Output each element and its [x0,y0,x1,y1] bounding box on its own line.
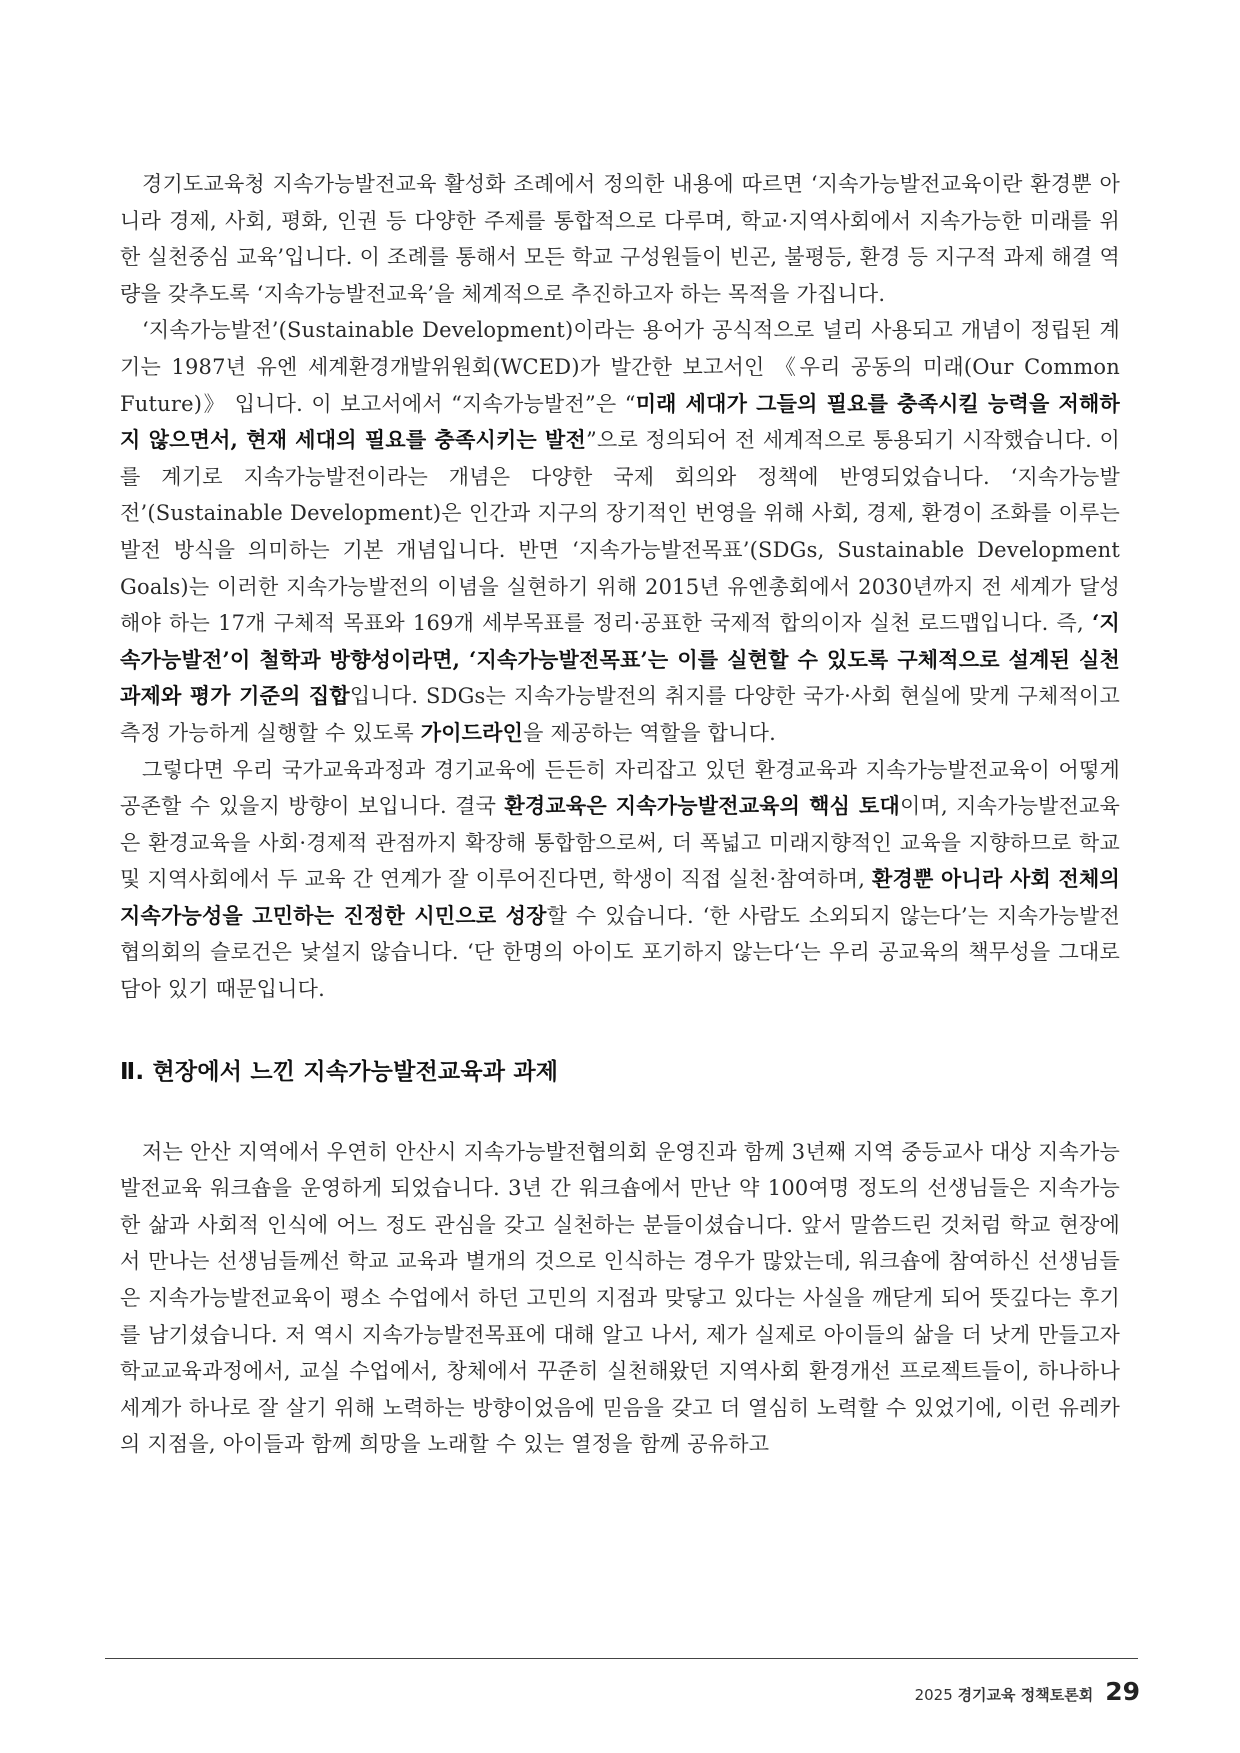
emphasis-text: 환경뿐 아니라 사회 전체의 지속가능성을 고민하는 진정한 시민으로 성장 [120,866,1120,928]
paragraph [120,752,1120,1008]
footer-title: 경기교육 정책토론회 [957,1686,1094,1704]
emphasis-text: 미래 세대가 그들의 필요를 충족시킬 능력을 저해하지 않으면서, 현재 세대의 필요를 충족시키는 발전 [120,390,1120,453]
emphasis-text: 가이드라인 [420,719,524,745]
section-paragraph: 저는 안산 지역에서 우연히 안산시 지속가능발전협의회 운영진과 함께 3년째 지역 중등교사 대상 지속가능발전교육 워크숍을 운영하게 되었습니다. 3년 간 워크숍에서 만난 약 100여명 정도의 선생님들은 지속가능한 삶과 사회적 인식에 어느 정도 관심을 갖고 실천하는 분들이셨습니다. 앞서 말씀드린 것처럼 학교 현장에서 만나는 선생님들께선 학교 교육과 별개의 것으로 인식하는 경우가 많았는데, 워크숍에 참여하신 선생님들은 지속가능발전교육이 평소 수업에서 하던 고민의 지점과 맞닿고 있다는 사실을 깨닫게 되어 뜻깊다는 후기를 남기셨습니다. 저 역시 지속가능발전목표에 대해 알고 나서, 제가 실제로 아이들의 삶을 더 낫게 만들고자 학교교육과정에서, 교실 수업에서, 창체에서 꾸준히 실천해왔던 지역사회 환경개선 프로젝트들이, 하나하나 세계가 하나로 잘 살기 위해 노력하는 방향이었음에 믿음을 갖고 더 열심히 노력할 수 있었기에, 이런 유레카의 지점을, 아이들과 함께 희망을 노래할 수 있는 열정을 함께 공유하고 [120,1139,1120,1457]
section-title: Ⅱ. 현장에서 느낀 지속가능발전교육과 과제 [120,1058,559,1085]
text-run: 경기도교육청 지속가능발전교육 활성화 조례에서 정의한 내용에 따르면 ‘지속가능발전교육이란 환경뿐 아니라 경제, 사회, 평화, 인권 등 다양한 주제를 통합적으로 다루며, 학교·지역사회에서 지속가능한 미래를 위한 실천중심 교육’입니다. 이 조례를 통해서 모든 학교 구성원들이 빈곤, 불평등, 환경 등 지구적 과제 해결 역량을 갖추도록 ‘지속가능발전교육’을 체계적으로 추진하고자 하는 목적을 가집니다. [120,172,1120,306]
body-text [120,166,1120,1463]
paragraph [120,166,1120,312]
text-run: 이며, 지속가능발전교육은 환경교육을 사회·경제적 관점까지 확장해 통합함으로써, 더 폭넓고 미래지향적인 교육을 지향하므로 학교 및 지역사회에서 두 교육 간 연계가 잘 이루어진다면, 학생이 직접 실천·참여하며, [120,794,1120,892]
intro-section [120,166,1120,1008]
footer-divider [105,1658,1138,1659]
page-footer [915,1677,1140,1706]
text-run: 할 수 있습니다. ‘한 사람도 소외되지 않는다’는 지속가능발전협의회의 슬로건은 낯설지 않습니다. ‘단 한명의 아이도 포기하지 않는다‘는 우리 공교육의 책무성을 그대로 담아 있기 때문입니다. [120,903,1121,1002]
footer-year: 2025 [914,1686,953,1704]
text-run: 을 제공하는 역할을 합니다. [523,720,776,745]
emphasis-text: 환경교육은 지속가능발전교육의 핵심 토대 [504,793,900,819]
paragraph [120,312,1120,751]
text-run: ”으로 정의되어 전 세계적으로 통용되기 시작했습니다. 이를 계기로 지속가능발전이라는 개념은 다양한 국제 회의와 정책에 반영되었습니다. ‘지속가능발전’(Sustainable Development)은 인간과 지구의 장기적인 번영을 위해 사회, 경제, 환경이 조화를 이루는 발전 방식을 의미하는 기본 개념입니다. 반면 ‘지속가능발전목표’(SDGs, Sustainable Development Goals)는 이러한 지속가능발전의 이념을 실현하기 위해 2015년 유엔총회에서 2030년까지 전 세계가 달성해야 하는 17개 구체적 목표와 169개 세부목표를 정리·공표한 국제적 합의이자 실천 로드맵입니다. 즉, [120,428,1120,636]
page-number: 29 [1105,1677,1140,1706]
text-run: 입니다. SDGs는 지속가능발전의 취지를 다양한 국가·사회 현실에 맞게 구체적이고 측정 가능하게 실행할 수 있도록 [120,684,1120,745]
emphasis-text: ‘지속가능발전’이 철학과 방향성이라면, ‘지속가능발전목표’는 이를 실현할 수 있도록 구체적으로 설계된 실천 과제와 평가 기준의 집합 [120,610,1120,709]
text-run: ‘지속가능발전’(Sustainable Development)이라는 용어가 공식적으로 널리 사용되고 개념이 정립된 계기는 1987년 유엔 세계환경개발위원회(WCED)가 발간한 보고서인 《우리 공동의 미래(Our Common Future)》 입니다. 이 보고서에서 “지속가능발전”은 “ [120,318,1120,416]
text-run: 그렇다면 우리 국가교육과정과 경기교육에 든든히 자리잡고 있던 환경교육과 지속가능발전교육이 어떻게 공존할 수 있을지 방향이 보입니다. 결국 [120,757,1120,819]
footer-publication [915,1684,1094,1705]
